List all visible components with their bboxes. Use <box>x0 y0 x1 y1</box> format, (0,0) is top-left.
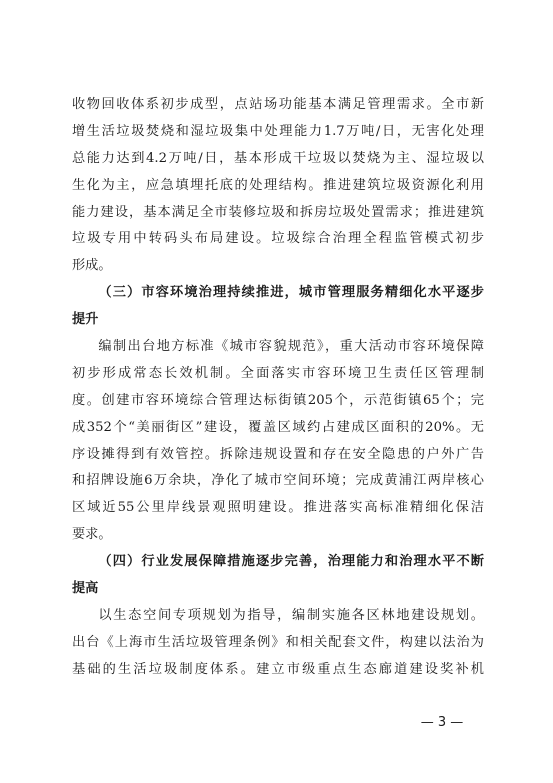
paragraph-line: 和招牌设施6万余块，净化了城市空间环境；完成黄浦江两岸核心 <box>72 473 484 489</box>
paragraph-line: 以生态空间专项规划为指导，编制实施各区林地建设规划。 <box>98 607 484 623</box>
paragraph-line: 收物回收体系初步成型，点站场功能基本满足管理需求。全市新 <box>72 97 484 112</box>
paragraph-line: 能力建设，基本满足全市装修垃圾和拆房垃圾处置需求；推进建筑 <box>72 204 484 220</box>
paragraph-line: 编制出台地方标准《城市容貌规范》，重大活动市容环境保障 <box>98 339 484 355</box>
paragraph-line: 序设摊得到有效管控。拆除违规设置和存在安全隐患的户外广告 <box>72 446 484 462</box>
page-number: — 3 — <box>420 715 464 730</box>
section-heading-line: （四）行业发展保障措施逐步完善，治理能力和治理水平不断 <box>98 554 484 570</box>
document-body <box>72 92 484 684</box>
paragraph-line: 成352个“美丽街区”建设，覆盖区域约占建成区面积的20%。无 <box>72 419 484 435</box>
paragraph-line: 增生活垃圾焚烧和湿垃圾集中处理能力1.7万吨/日，无害化处理 <box>72 123 484 139</box>
paragraph-line: 形成。 <box>72 258 112 274</box>
paragraph-line: 区域近55公里岸线景观照明建设。推进落实高标准精细化保洁 <box>72 500 484 516</box>
paragraph-line: 总能力达到4.2万吨/日，基本形成干垃圾以焚烧为主、湿垃圾以 <box>72 150 484 166</box>
paragraph-line: 度。创建市容环境综合管理达标街镇205个，示范街镇65个；完 <box>72 392 484 408</box>
paragraph-line: 生化为主，应急填埋托底的处理结构。推进建筑垃圾资源化利用 <box>72 177 484 193</box>
paragraph-line: 初步形成常态长效机制。全面落实市容环境卫生责任区管理制 <box>72 365 484 381</box>
paragraph-line: 要求。 <box>72 527 112 543</box>
section-heading-line: 提高 <box>72 581 99 597</box>
paragraph-line: 基础的生活垃圾制度体系。建立市级重点生态廊道建设奖补机 <box>72 661 484 677</box>
paragraph-line: 出台《上海市生活垃圾管理条例》和相关配套文件，构建以法治为 <box>72 634 484 650</box>
section-heading-line: （三）市容环境治理持续推进，城市管理服务精细化水平逐步 <box>98 285 484 301</box>
section-heading-line: 提升 <box>72 312 99 328</box>
paragraph-line: 垃圾专用中转码头布局建设。垃圾综合治理全程监管模式初步 <box>72 231 484 247</box>
